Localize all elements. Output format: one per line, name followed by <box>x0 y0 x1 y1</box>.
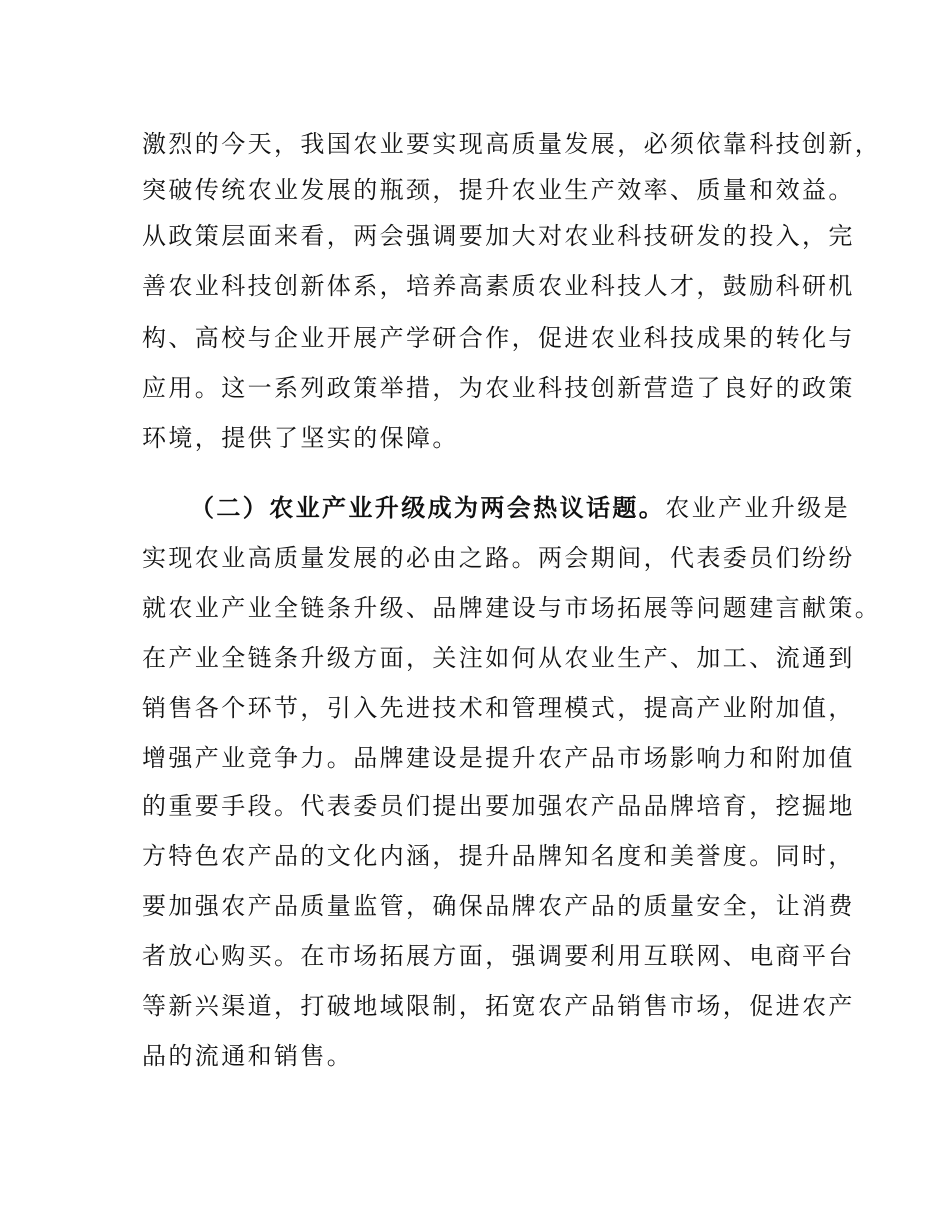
text-line: 的重要手段。代表委员们提出要加强农产品品牌培育，挖掘地 <box>142 792 855 820</box>
text-line-heading <box>190 488 851 528</box>
text-line: 从政策层面来看，两会强调要加大对农业科技研发的投入，完 <box>142 222 855 250</box>
text-line: 突破传统农业发展的瓶颈，提升农业生产效率、质量和效益。 <box>142 176 855 204</box>
text-line: 等新兴渠道，打破地域限制，拓宽农产品销售市场，促进农产 <box>142 992 855 1020</box>
text-line: 善农业科技创新体系，培养高素质农业科技人才，鼓励科研机 <box>142 272 855 300</box>
text-line: 就农业产业全链条升级、品牌建设与市场拓展等问题建言献策。 <box>142 594 882 622</box>
section-heading: （二）农业产业升级成为两会热议话题。 <box>190 494 666 522</box>
text-line: 品的流通和销售。 <box>142 1042 354 1070</box>
text-line: 在产业全链条升级方面，关注如何从农业生产、加工、流通到 <box>142 644 855 672</box>
text-line: 者放心购买。在市场拓展方面，强调要利用互联网、电商平台 <box>142 942 855 970</box>
text-line: 要加强农产品质量监管，确保品牌农产品的质量安全，让消费 <box>142 892 855 920</box>
text-line: 方特色农产品的文化内涵，提升品牌知名度和美誉度。同时， <box>142 842 855 870</box>
text-line: 环境，提供了坚实的保障。 <box>142 424 459 452</box>
heading-line-rest: 农业产业升级是 <box>665 494 851 522</box>
text-line: 增强产业竞争力。品牌建设是提升农产品市场影响力和附加值 <box>142 744 855 772</box>
text-line: 实现农业高质量发展的必由之路。两会期间，代表委员们纷纷 <box>142 544 855 572</box>
text-line: 销售各个环节，引入先进技术和管理模式，提高产业附加值， <box>142 694 855 722</box>
text-line: 应用。这一系列政策举措，为农业科技创新营造了良好的政策 <box>142 374 855 402</box>
text-line: 构、高校与企业开展产学研合作，促进农业科技成果的转化与 <box>142 324 855 352</box>
text-line: 激烈的今天，我国农业要实现高质量发展，必须依靠科技创新， <box>142 130 882 158</box>
